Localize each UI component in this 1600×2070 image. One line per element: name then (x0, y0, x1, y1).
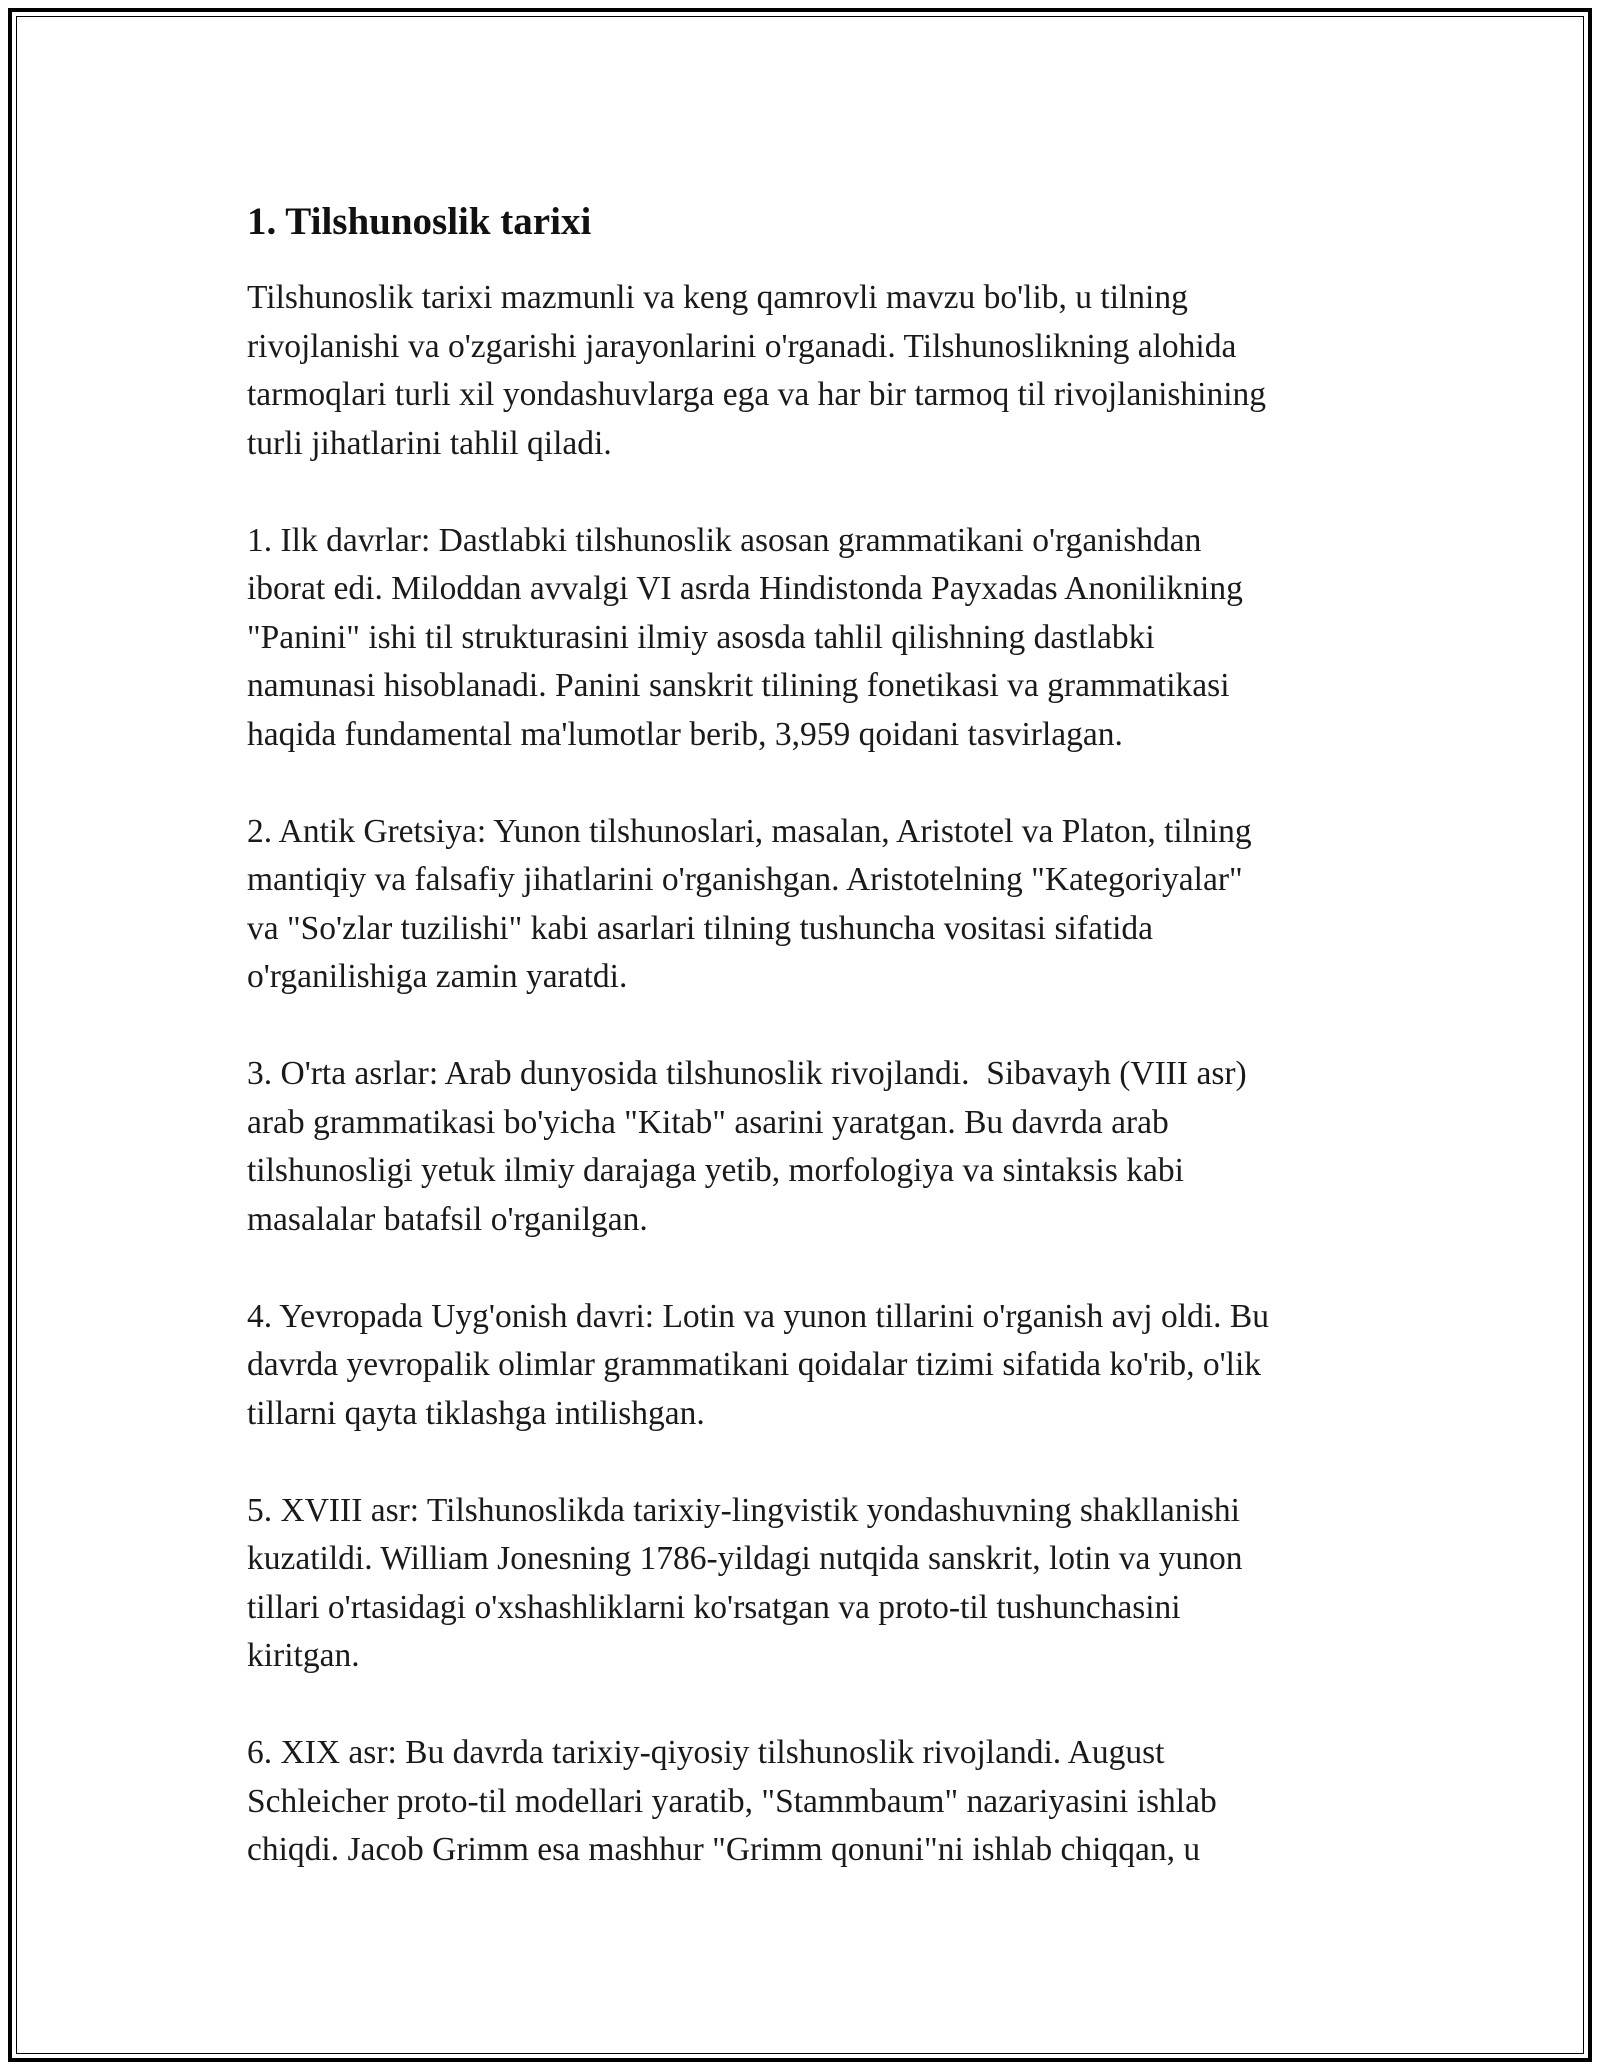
text-line: tilshunosligi yetuk ilmiy darajaga yetib, morfologiya va sintaksis kabi (247, 1152, 1184, 1189)
text-line: "Panini" ishi til strukturasini ilmiy asosda tahlil qilishning dastlabki (247, 618, 1155, 656)
text-line: iborat edi. Miloddan avvalgi VI asrda Hindistonda Payxadas Anonilikning (247, 570, 1243, 607)
text-line: 1. Ilk davrlar: Dastlabki tilshunoslik asosan grammatikani o'rganishdan (247, 521, 1202, 559)
text-line: 3. O'rta asrlar: Arab dunyosida tilshunoslik rivojlandi. Sibavayh (VIII asr) (247, 1055, 1247, 1092)
text-line: 4. Yevropada Uyg'onish davri: Lotin va yunon tillarini o'rganish avj oldi. Bu (247, 1297, 1269, 1335)
text-line: Tilshunoslik tarixi mazmunli va keng qamrovli mavzu bo'lib, u tilning (247, 279, 1188, 316)
text-line: 5. XVIII asr: Tilshunoslikda tarixiy-lingvistik yondashuvning shakllanishi (247, 1491, 1240, 1529)
paragraph-orta-asrlar (247, 1050, 1387, 1244)
paragraph-ilk-davrlar (247, 517, 1387, 760)
paragraph-antik-gretsiya (247, 808, 1387, 1002)
text-line: davrda yevropalik olimlar grammatikani qoidalar tizimi sifatida ko'rib, o'lik (247, 1346, 1261, 1383)
text-line: turli jihatlarini tahlil qiladi. (247, 424, 612, 462)
text-line: tarmoqlari turli xil yondashuvlarga ega va har bir tarmoq til rivojlanishining (247, 376, 1267, 413)
document-content (247, 198, 1387, 1923)
document-title: 1. Tilshunoslik tarixi (247, 200, 592, 243)
text-line: mantiqiy va falsafiy jihatlarini o'rganishgan. Aristotelning "Kategoriyalar" (247, 861, 1243, 898)
text-line: 6. XIX asr: Bu davrda tarixiy-qiyosiy tilshunoslik rivojlandi. August (247, 1734, 1165, 1771)
text-line: tillarni qayta tiklashga intilishgan. (247, 1394, 705, 1432)
paragraph-xviii-asr (247, 1487, 1387, 1681)
text-line: kuzatildi. William Jonesning 1786-yildagi nutqida sanskrit, lotin va yunon (247, 1540, 1243, 1577)
text-line: namunasi hisoblanadi. Panini sanskrit tilining fonetikasi va grammatikasi (247, 667, 1230, 704)
text-line: o'rganilishiga zamin yaratdi. (247, 958, 628, 995)
text-line: tillari o'rtasidagi o'xshashliklarni ko'rsatgan va proto-til tushunchasini (247, 1588, 1181, 1626)
paragraph-xix-asr (247, 1729, 1387, 1875)
text-line: rivojlanishi va o'zgarishi jarayonlarini o'rganadi. Tilshunoslikning alohida (247, 327, 1237, 365)
text-line: chiqdi. Jacob Grimm esa mashhur "Grimm qonuni"ni ishlab chiqqan, u (247, 1831, 1201, 1868)
paragraph-uygonish-davri (247, 1293, 1387, 1439)
text-line: masalalar batafsil o'rganilgan. (247, 1200, 648, 1238)
paragraph-intro (247, 274, 1387, 468)
text-line: Schleicher proto-til modellari yaratib, "Stammbaum" nazariyasini ishlab (247, 1782, 1217, 1820)
text-line: haqida fundamental ma'lumotlar berib, 3,959 qoidani tasvirlagan. (247, 715, 1123, 753)
text-line: kiritgan. (247, 1637, 360, 1674)
text-line: 2. Antik Gretsiya: Yunon tilshunoslari, masalan, Aristotel va Platon, tilning (247, 812, 1252, 850)
text-line: va "So'zlar tuzilishi" kabi asarlari tilning tushuncha vositasi sifatida (247, 909, 1154, 947)
text-line: arab grammatikasi bo'yicha "Kitab" asarini yaratgan. Bu davrda arab (247, 1103, 1169, 1141)
document-page (8, 8, 1592, 2062)
